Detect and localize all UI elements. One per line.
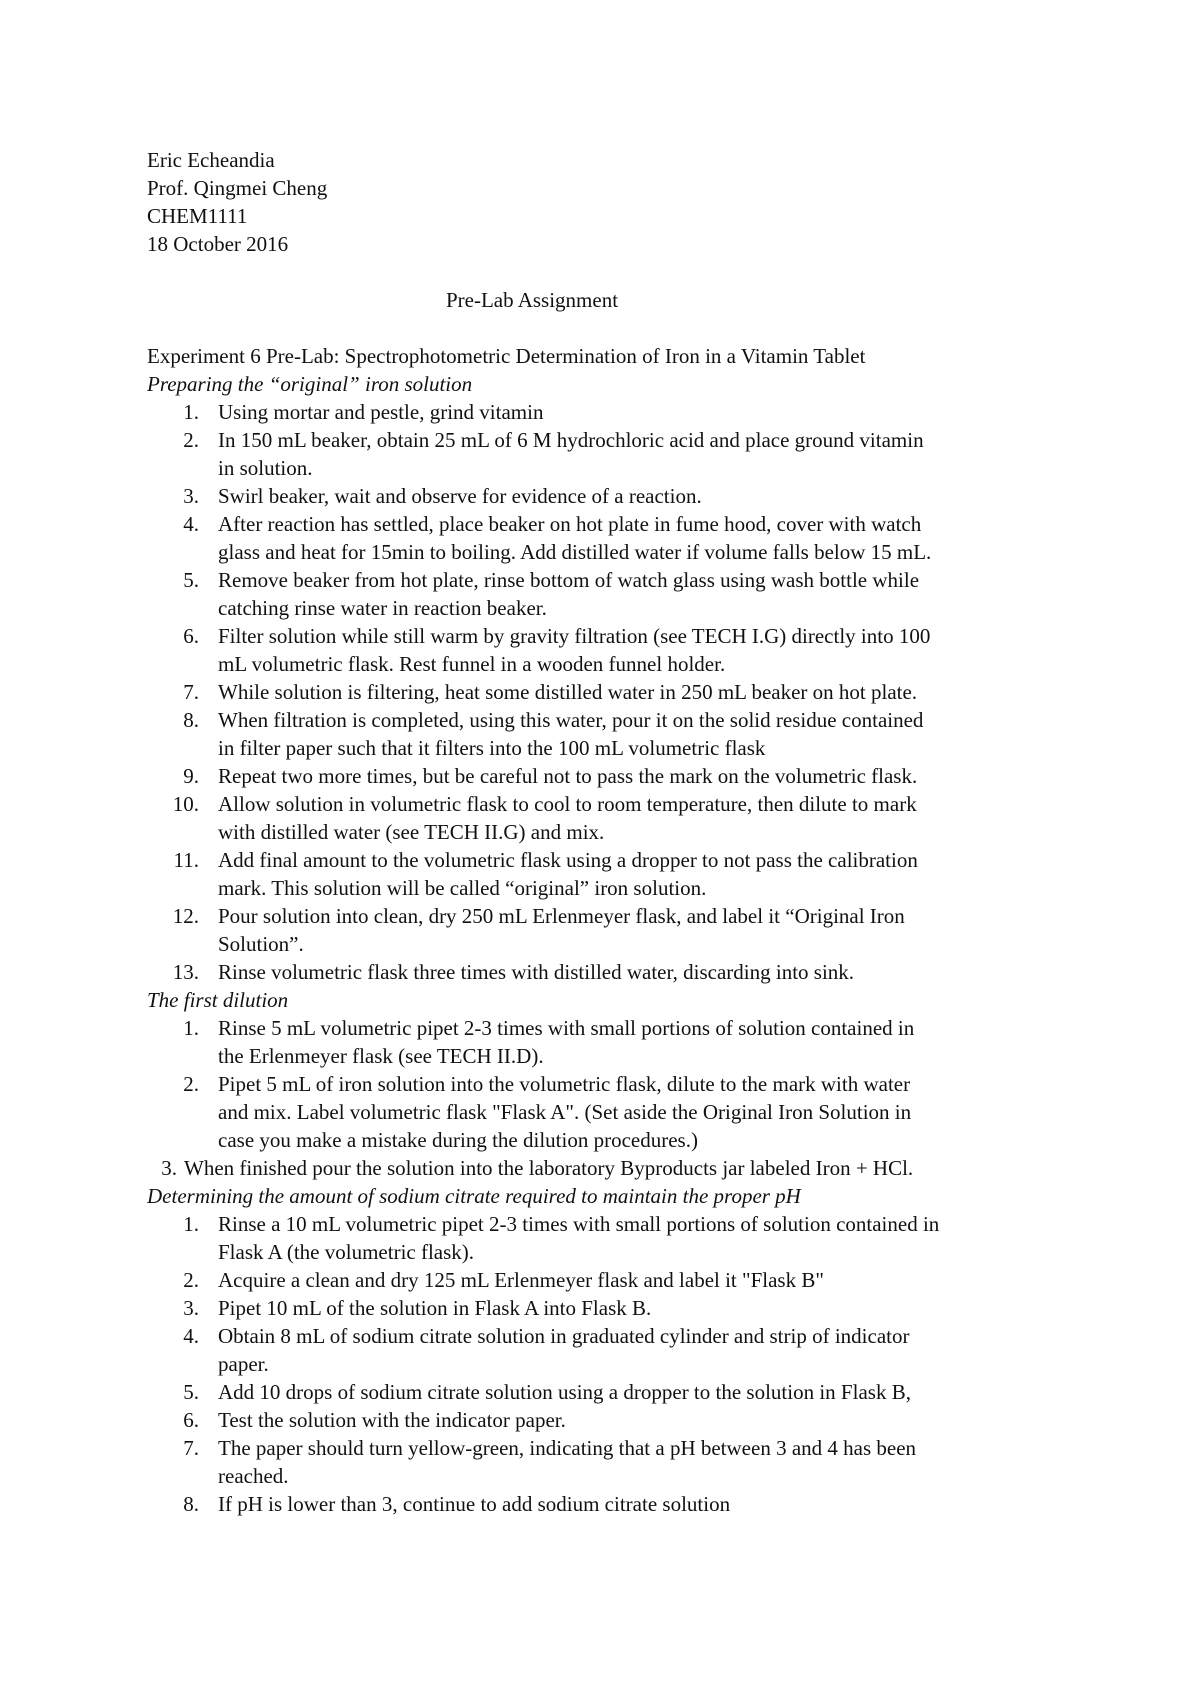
step-text: Repeat two more times, but be careful not to pass the mark on the volumetric flask.	[218, 764, 918, 788]
step-number: 7.	[183, 1436, 199, 1460]
step-text: Solution”.	[218, 932, 304, 956]
step-number: 1.	[183, 1212, 199, 1236]
list-item	[147, 1378, 1067, 1406]
step-text: Pour solution into clean, dry 250 mL Erlenmeyer flask, and label it “Original Iron	[218, 904, 905, 928]
step-text: Test the solution with the indicator paper.	[218, 1408, 566, 1432]
step-text: with distilled water (see TECH II.G) and mix.	[218, 820, 605, 844]
step-number: 3.	[183, 1296, 199, 1320]
step-text: Allow solution in volumetric flask to cool to room temperature, then dilute to mark	[218, 792, 917, 816]
step-text: mL volumetric flask. Rest funnel in a wooden funnel holder.	[218, 652, 726, 676]
list-item	[147, 1014, 1067, 1070]
document-date: 18 October 2016	[147, 232, 289, 256]
list-item	[147, 482, 1067, 510]
step-text: Acquire a clean and dry 125 mL Erlenmeyer flask and label it "Flask B"	[218, 1268, 824, 1292]
page-title: Pre-Lab Assignment	[445, 288, 619, 312]
step-number: 11.	[173, 848, 199, 872]
list-item	[147, 398, 1067, 426]
step-text: mark. This solution will be called “original” iron solution.	[218, 876, 707, 900]
step-list-sodium-citrate-ph	[147, 1210, 1067, 1518]
step-number: 2.	[183, 428, 199, 452]
step-number: 4.	[183, 1324, 199, 1348]
step-text: In 150 mL beaker, obtain 25 mL of 6 M hydrochloric acid and place ground vitamin	[218, 428, 924, 452]
step-text: and mix. Label volumetric flask "Flask A". (Set aside the Original Iron Solution in	[218, 1100, 912, 1124]
step-text: When filtration is completed, using this water, pour it on the solid residue contained	[218, 708, 924, 732]
list-item	[147, 1266, 1067, 1294]
step-text: reached.	[218, 1464, 289, 1488]
step-text: If pH is lower than 3, continue to add sodium citrate solution	[218, 1492, 731, 1516]
step-number: 5.	[183, 568, 199, 592]
step-text: the Erlenmeyer flask (see TECH II.D).	[218, 1044, 544, 1068]
step-text: case you make a mistake during the dilution procedures.)	[218, 1128, 698, 1152]
professor-name: Prof. Qingmei Cheng	[147, 176, 328, 200]
step-text: in filter paper such that it filters into the 100 mL volumetric flask	[218, 736, 766, 760]
step-number: 10.	[172, 792, 199, 816]
list-item	[147, 510, 1067, 566]
step-text: While solution is filtering, heat some distilled water in 250 mL beaker on hot plate.	[218, 680, 918, 704]
step-number: 3.	[161, 1156, 177, 1180]
step-number: 3.	[183, 484, 199, 508]
step-text: When finished pour the solution into the laboratory Byproducts jar labeled Iron + HCl.	[184, 1156, 914, 1180]
list-item	[147, 902, 1067, 958]
list-item	[147, 1154, 1067, 1182]
section-heading-first-dilution: The first dilution	[147, 988, 289, 1012]
section-heading-sodium-citrate-ph: Determining the amount of sodium citrate required to maintain the proper pH	[147, 1184, 801, 1208]
step-number: 5.	[183, 1380, 199, 1404]
step-list-preparing-original-solution	[147, 398, 1067, 986]
step-number: 1.	[183, 400, 199, 424]
step-number: 8.	[183, 1492, 199, 1516]
step-text: After reaction has settled, place beaker on hot plate in fume hood, cover with watch	[218, 512, 922, 536]
step-text: Remove beaker from hot plate, rinse bottom of watch glass using wash bottle while	[218, 568, 920, 592]
list-item	[147, 1406, 1067, 1434]
document-page	[147, 146, 1067, 1518]
step-text: Obtain 8 mL of sodium citrate solution in graduated cylinder and strip of indicator	[218, 1324, 910, 1348]
step-number: 12.	[172, 904, 199, 928]
step-text: Add final amount to the volumetric flask using a dropper to not pass the calibration	[218, 848, 918, 872]
section-heading-preparing-original-solution: Preparing the “original” iron solution	[147, 372, 473, 396]
procedure-sections	[147, 370, 1067, 1518]
list-item	[147, 1434, 1067, 1490]
list-item	[147, 622, 1067, 678]
step-text: paper.	[218, 1352, 269, 1376]
step-text: Rinse a 10 mL volumetric pipet 2-3 times with small portions of solution contained in	[218, 1212, 940, 1236]
list-item	[147, 426, 1067, 482]
step-text: Pipet 5 mL of iron solution into the volumetric flask, dilute to the mark with water	[218, 1072, 911, 1096]
step-number: 1.	[183, 1016, 199, 1040]
list-item	[147, 790, 1067, 846]
step-text: glass and heat for 15min to boiling. Add distilled water if volume falls below 15 mL.	[218, 540, 932, 564]
step-text: Pipet 10 mL of the solution in Flask A into Flask B.	[218, 1296, 652, 1320]
list-item	[147, 762, 1067, 790]
list-item	[147, 706, 1067, 762]
step-text: The paper should turn yellow-green, indicating that a pH between 3 and 4 has been	[218, 1436, 917, 1460]
student-name: Eric Echeandia	[147, 148, 275, 172]
step-text: in solution.	[218, 456, 313, 480]
step-text: Using mortar and pestle, grind vitamin	[218, 400, 544, 424]
step-list-first-dilution	[147, 1014, 1067, 1182]
step-number: 4.	[183, 512, 199, 536]
step-number: 6.	[183, 624, 199, 648]
step-text: Swirl beaker, wait and observe for evidence of a reaction.	[218, 484, 702, 508]
list-item	[147, 846, 1067, 902]
step-text: Rinse volumetric flask three times with distilled water, discarding into sink.	[218, 960, 855, 984]
step-text: Filter solution while still warm by gravity filtration (see TECH I.G) directly into 100	[218, 624, 931, 648]
list-item	[147, 678, 1067, 706]
list-item	[147, 1322, 1067, 1378]
list-item	[147, 1490, 1067, 1518]
step-text: catching rinse water in reaction beaker.	[218, 596, 547, 620]
list-item	[147, 958, 1067, 986]
step-text: Rinse 5 mL volumetric pipet 2-3 times with small portions of solution contained in	[218, 1016, 915, 1040]
list-item	[147, 566, 1067, 622]
course-code: CHEM1111	[147, 204, 248, 228]
step-text: Flask A (the volumetric flask).	[218, 1240, 475, 1264]
list-item	[147, 1210, 1067, 1266]
step-number: 6.	[183, 1408, 199, 1432]
step-number: 2.	[183, 1072, 199, 1096]
list-item	[147, 1294, 1067, 1322]
step-number: 8.	[183, 708, 199, 732]
list-item	[147, 1070, 1067, 1154]
step-number: 7.	[183, 680, 199, 704]
experiment-title: Experiment 6 Pre-Lab: Spectrophotometric Determination of Iron in a Vitamin Tablet	[147, 344, 866, 368]
step-number: 9.	[183, 764, 199, 788]
step-number: 13.	[172, 960, 199, 984]
step-text: Add 10 drops of sodium citrate solution using a dropper to the solution in Flask B,	[218, 1380, 911, 1404]
step-number: 2.	[183, 1268, 199, 1292]
